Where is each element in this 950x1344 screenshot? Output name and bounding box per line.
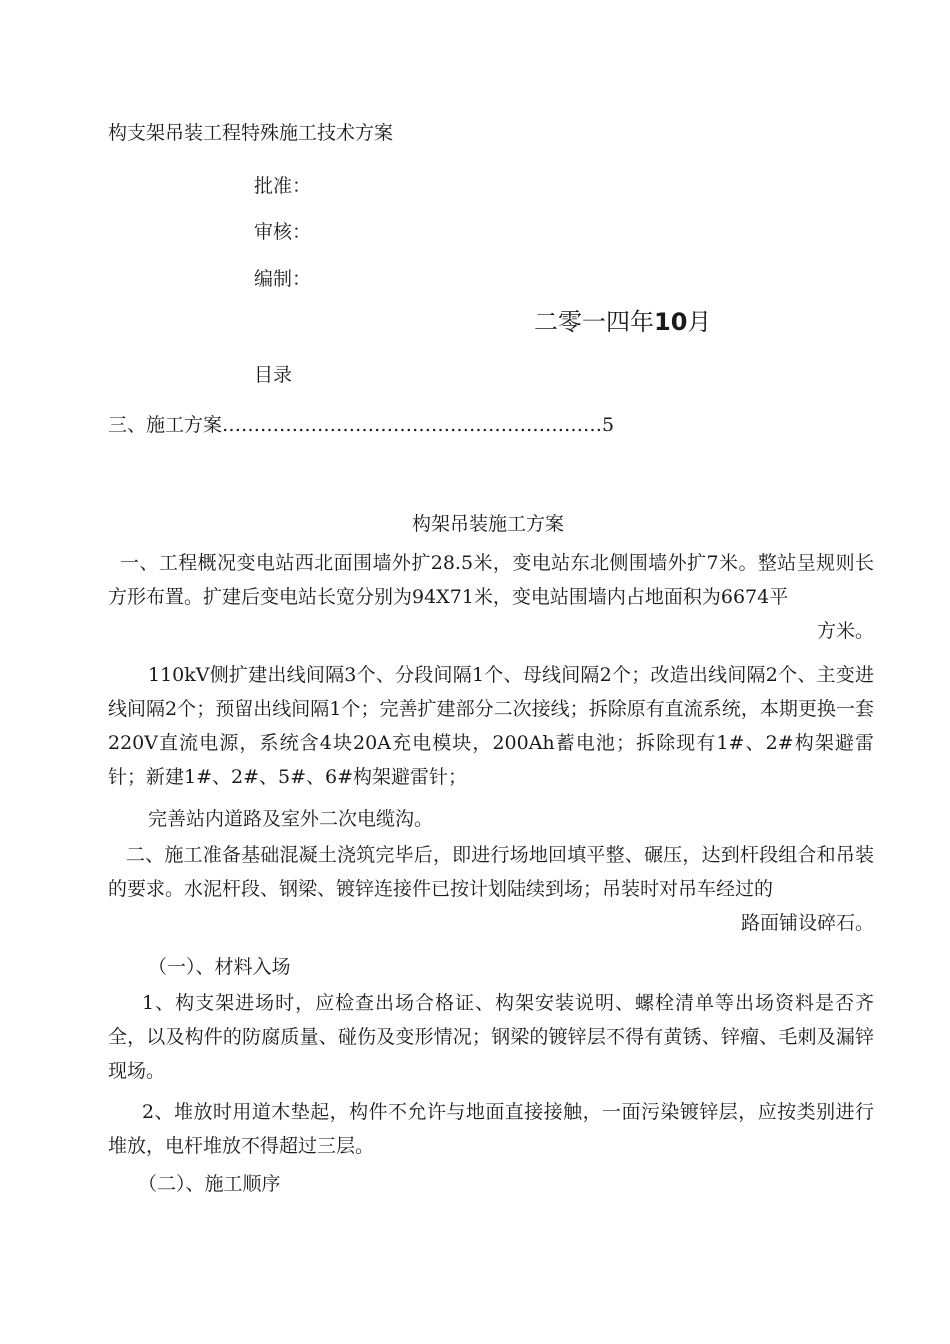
paragraph-scope: 110kV侧扩建出线间隔3个、分段间隔1个、母线间隔2个；改造出线间隔2个、主变进线间隔2个；预留出线间隔1个；完善扩建部分二次接线；拆除原有直流系统，本期更换一套220V直流电源，系统含4块20A充电模块，200Ah蓄电池；拆除现有1#、2#构架避雷针；新建1#、2#、5#、6#构架避雷针； [108, 664, 874, 788]
paragraph-preparation [108, 838, 874, 940]
date-suffix: 月 [687, 308, 712, 336]
paragraph-roads: 完善站内道路及室外二次电缆沟。 [148, 808, 434, 830]
toc-title: 目录 [254, 364, 293, 386]
review-label: 审核： [254, 221, 312, 243]
paragraph-text: 二、施工准备基础混凝土浇筑完毕后，即进行场地回填平整、碾压，达到杆段组合和吊装的要求。水泥杆段、钢梁、镀锌连接件已按计划陆续到场；吊装时对吊车经过的 [108, 844, 874, 900]
date-month: 10 [654, 308, 688, 336]
date-prefix: 二零一四年 [534, 308, 654, 336]
paragraph-tail: 路面铺设碎石。 [740, 912, 874, 934]
paragraph-stacking: 2、堆放时用道木垫起，构件不允许与地面直接接触，一面污染镀锌层，应按类别进行堆放，电杆堆放不得超过三层。 [108, 1101, 874, 1157]
section-heading-sequence: （二）、施工顺序 [138, 1173, 281, 1195]
approve-label: 批准： [254, 175, 312, 197]
paragraph-tail: 方米。 [816, 620, 874, 642]
cover-title: 构支架吊装工程特殊施工技术方案 [108, 122, 394, 144]
cover-date [534, 310, 711, 334]
section-heading-materials: （一）、材料入场 [148, 956, 291, 978]
paragraph-material-inspection: 1、构支架进场时，应检查出场合格证、构架安装说明、螺栓清单等出场资料是否齐全，以及构件的防腐质量、碰伤及变形情况；钢梁的镀锌层不得有黄锈、锌瘤、毛刺及漏锌现场。 [108, 992, 874, 1082]
document-title: 构架吊装施工方案 [412, 513, 565, 535]
toc-entry[interactable]: 三、施工方案……………………………………………………5 [108, 414, 615, 436]
prepare-label: 编制： [254, 268, 312, 290]
paragraph-project-overview [108, 546, 874, 648]
paragraph-text: 一、工程概况变电站西北面围墙外扩28.5米，变电站东北侧围墙外扩7米。整站呈规则长方形布置。扩建后变电站长宽分别为94X71米，变电站围墙内占地面积为6674平 [108, 552, 874, 608]
